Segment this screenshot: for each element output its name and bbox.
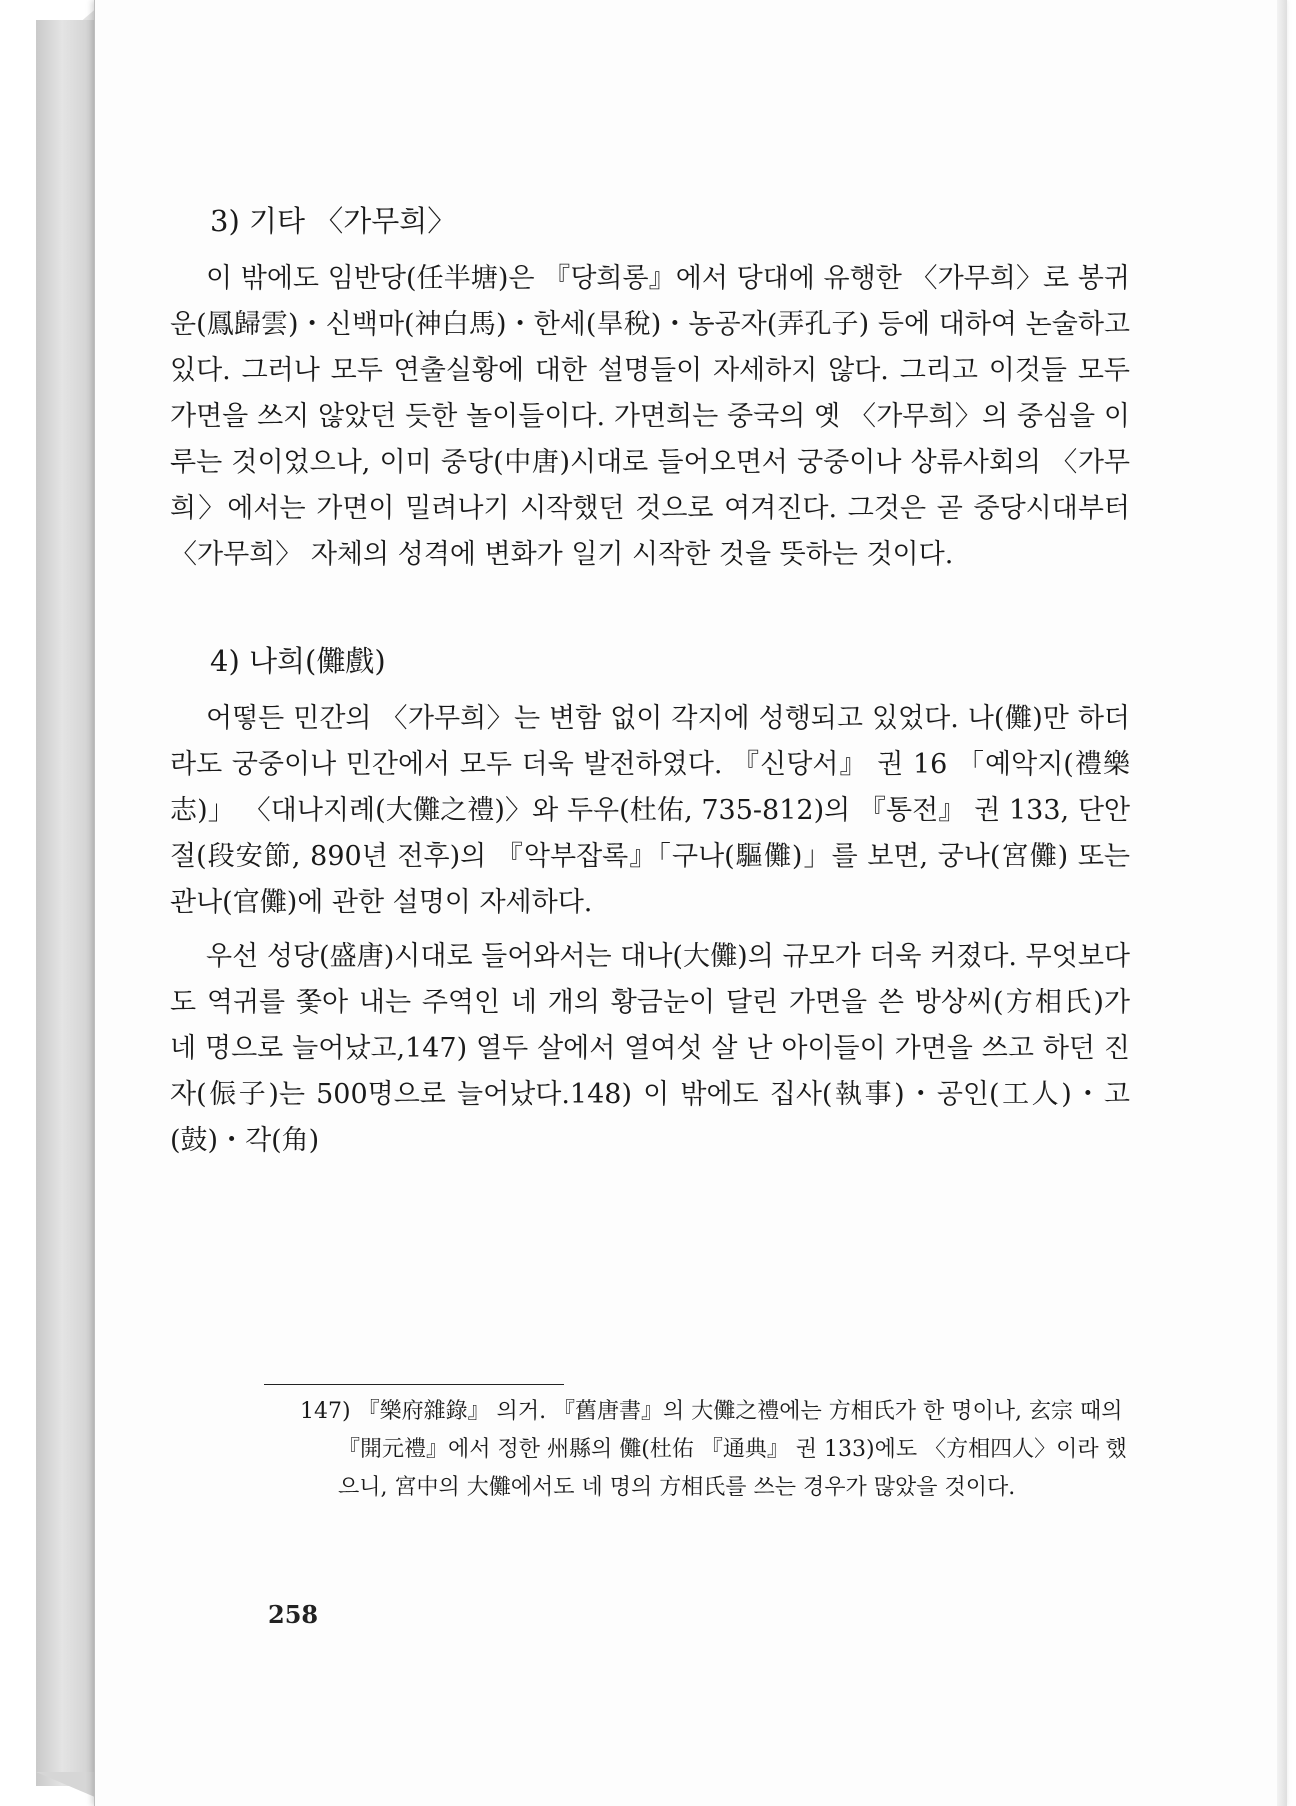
footnote-147: 147) 『樂府雜錄』 의거. 『舊唐書』의 大儺之禮에는 方相氏가 한 명이나, 玄宗 때의 『開元禮』에서 정한 州縣의 儺(杜佑 『通典』 권 133)에도 〈方相四人〉이라 했으니, 宮中의 大儺에서도 네 명의 方相氏를 쓰는 경우가 많았을 것이다. xyxy=(300,1399,1127,1500)
section-3-body xyxy=(170,256,1130,578)
section-4-paragraph-2: 우선 성당(盛唐)시대로 들어와서는 대나(大儺)의 규모가 더욱 커졌다. 무엇보다도 역귀를 쫓아 내는 주역인 네 개의 황금눈이 달린 가면을 쓴 방상씨(方相氏)가 네 명으로 늘어났고,147) 열두 살에서 열여섯 살 난 아이들이 가면을 쓰고 하던 진자(侲子)는 500명으로 늘어났다.148) 이 밖에도 집사(執事)・공인(工人)・고(鼓)・각(角) xyxy=(170,941,1130,1156)
section-4-heading: 4) 나희(儺戲) xyxy=(210,644,386,678)
page-right-edge xyxy=(1277,0,1287,1806)
page-number: 258 xyxy=(268,1600,319,1629)
footnote-divider xyxy=(264,1384,564,1385)
section-gap xyxy=(170,586,1130,640)
page-content xyxy=(170,200,1130,1172)
section-3-paragraph-1: 이 밖에도 임반당(任半塘)은 『당희롱』에서 당대에 유행한 〈가무희〉로 봉귀운(鳳歸雲)・신백마(神白馬)・한세(旱稅)・농공자(弄孔子) 등에 대하여 논술하고 있다. 그러나 모두 연출실황에 대한 설명들이 자세하지 않다. 그리고 이것들 모두 가면을 쓰지 않았던 듯한 놀이들이다. 가면희는 중국의 옛 〈가무희〉의 중심을 이루는 것이었으나, 이미 중당(中唐)시대로 들어오면서 궁중이나 상류사회의 〈가무희〉에서는 가면이 밀려나기 시작했던 것으로 여겨진다. 그것은 곧 중당시대부터 〈가무희〉 자체의 성격에 변화가 일기 시작한 것을 뜻하는 것이다. xyxy=(170,263,1130,570)
section-3-heading: 3) 기타 〈가무희〉 xyxy=(210,204,457,238)
section-4-body xyxy=(170,696,1130,1164)
section-4-paragraph-1: 어떻든 민간의 〈가무희〉는 변함 없이 각지에 성행되고 있었다. 나(儺)만 하더라도 궁중이나 민간에서 모두 더욱 발전하였다. 『신당서』 권 16 「예악지(禮樂志)」 〈대나지례(大儺之禮)〉와 두우(杜佑, 735-812)의 『통전』 권 133, 단안절(段安節, 890년 전후)의 『악부잡록』「구나(驅儺)」를 보면, 궁나(宮儺) 또는 관나(官儺)에 관한 설명이 자세하다. xyxy=(170,703,1130,918)
book-spine xyxy=(36,20,94,1786)
